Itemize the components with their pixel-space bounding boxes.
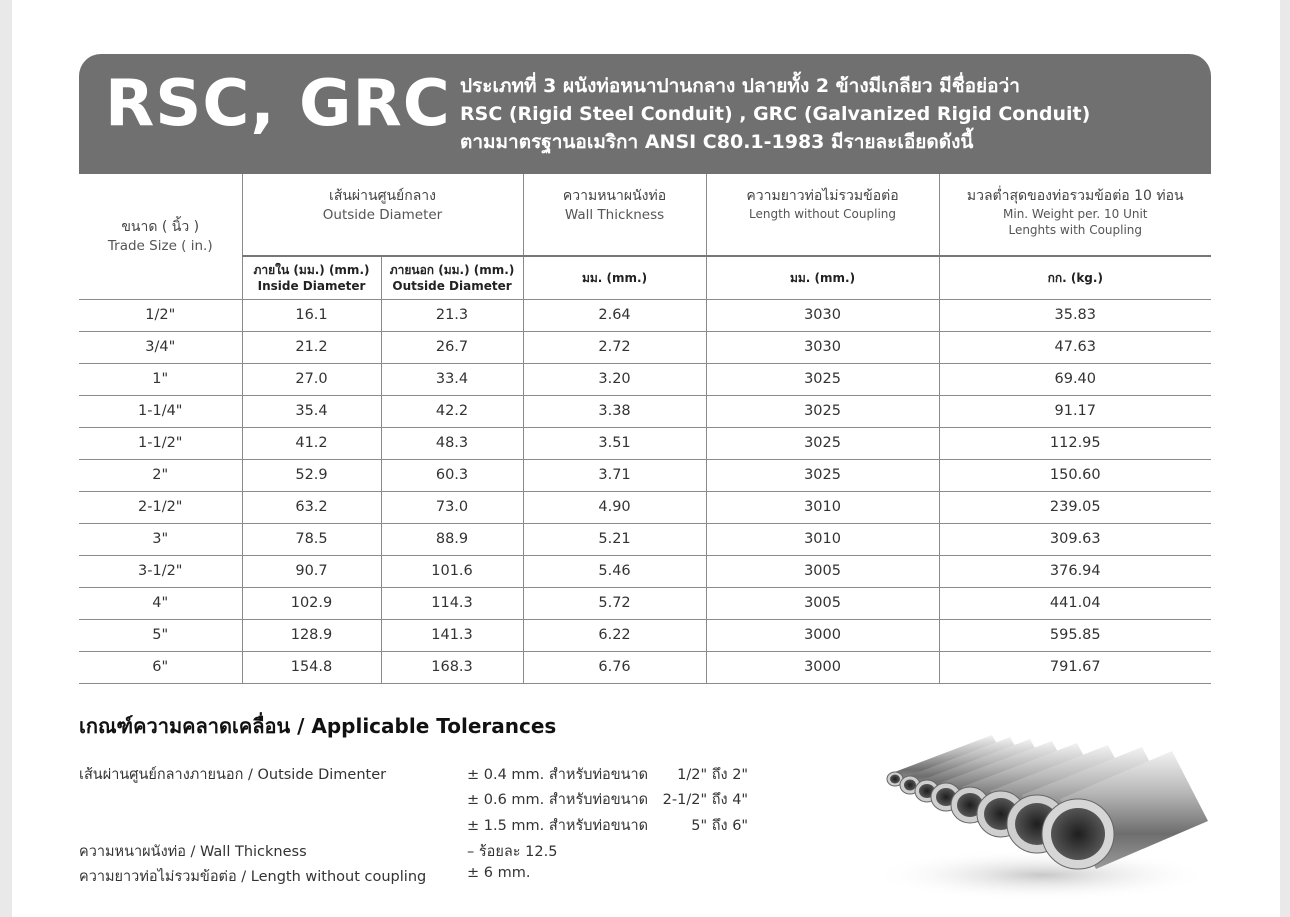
length-cell: 3000: [706, 619, 939, 651]
weight-en-line-2: Lenghts with Coupling: [1008, 223, 1143, 237]
wall-unit: มม. (mm.): [581, 270, 648, 285]
trade-size-header: [79, 174, 242, 299]
trade-size-thai: ขนาด ( นิ้ว ): [121, 219, 200, 236]
outside-diameter-cell: 26.7: [381, 331, 523, 363]
header-line-1: ประเภทที่ 3 ผนังท่อหนาปานกลาง ปลายทั้ง 2 ข้างมีเกลียว มีชื่อย่อว่า: [460, 75, 1020, 97]
length-en: Length without Coupling: [749, 207, 896, 221]
outside-diameter-cell: 114.3: [381, 587, 523, 619]
trade-size-cell: 3": [79, 523, 242, 555]
wall-thickness-header: [523, 174, 706, 256]
length-thai: ความยาวท่อไม่รวมข้อต่อ: [746, 188, 899, 204]
weight-cell: 35.83: [939, 299, 1211, 331]
table-row: [79, 331, 1211, 363]
table-row: [79, 587, 1211, 619]
wall-thickness-cell: 3.20: [523, 363, 706, 395]
trade-size-cell: 6": [79, 651, 242, 683]
table-row: [79, 427, 1211, 459]
table-row: [79, 459, 1211, 491]
trade-size-cell: 2": [79, 459, 242, 491]
length-cell: 3010: [706, 491, 939, 523]
od-tolerance-1: [467, 763, 748, 786]
header-line-3: ตามมาตรฐานอเมริกา ANSI C80.1-1983 มีรายละเอียดดังนี้: [460, 131, 974, 153]
specification-table: [79, 174, 1211, 684]
inside-diameter-cell: 102.9: [242, 587, 381, 619]
length-cell: 3010: [706, 523, 939, 555]
length-tolerance-label: ความยาวท่อไม่รวมข้อต่อ / Length without coupling: [79, 869, 427, 885]
table-row: [79, 619, 1211, 651]
od-tolerance-3: [467, 814, 748, 837]
length-cell: 3025: [706, 459, 939, 491]
trade-size-cell: 1": [79, 363, 242, 395]
outside-diameter-thai: เส้นผ่านศูนย์กลาง: [329, 188, 436, 204]
wall-thickness-cell: 5.72: [523, 587, 706, 619]
table-row: [79, 395, 1211, 427]
wall-thickness-cell: 6.76: [523, 651, 706, 683]
pipes-shadow: [872, 849, 1212, 901]
od-tolerance-2-size: 2-1/2" ถึง 4": [662, 792, 749, 808]
table-row: [79, 491, 1211, 523]
weight-unit-subheader: [939, 256, 1211, 299]
table-row: [79, 555, 1211, 587]
weight-en-line-1: Min. Weight per. 10 Unit: [1003, 207, 1148, 221]
weight-cell: 309.63: [939, 523, 1211, 555]
inside-diameter-thai: ภายใน (มม.) (mm.): [253, 262, 370, 277]
wall-thickness-cell: 3.38: [523, 395, 706, 427]
weight-cell: 376.94: [939, 555, 1211, 587]
length-cell: 3030: [706, 331, 939, 363]
length-cell: 3005: [706, 587, 939, 619]
inside-diameter-cell: 63.2: [242, 491, 381, 523]
length-header: [706, 174, 939, 256]
outside-diameter-cell: 48.3: [381, 427, 523, 459]
od-tolerance-2-value: ± 0.6 mm. สำหรับท่อขนาด: [467, 792, 649, 808]
trade-size-en: Trade Size ( in.): [107, 238, 213, 255]
inside-diameter-cell: 90.7: [242, 555, 381, 587]
inside-diameter-cell: 35.4: [242, 395, 381, 427]
weight-header: [939, 174, 1211, 256]
trade-size-cell: 2-1/2": [79, 491, 242, 523]
length-unit-subheader: [706, 256, 939, 299]
length-cell: 3025: [706, 427, 939, 459]
outer-diameter-thai: ภายนอก (มม.) (mm.): [389, 262, 515, 277]
wall-thickness-cell: 4.90: [523, 491, 706, 523]
outer-diameter-subheader: [381, 256, 523, 299]
trade-size-cell: 3-1/2": [79, 555, 242, 587]
length-cell: 3025: [706, 363, 939, 395]
od-tolerance-3-value: ± 1.5 mm. สำหรับท่อขนาด: [467, 818, 649, 834]
trade-size-cell: 3/4": [79, 331, 242, 363]
trade-size-cell: 5": [79, 619, 242, 651]
outer-diameter-en: Outside Diameter: [392, 278, 512, 293]
table-row: [79, 651, 1211, 683]
outside-diameter-en: Outside Diameter: [322, 207, 443, 223]
outside-diameter-cell: 42.2: [381, 395, 523, 427]
length-unit: มม. (mm.): [789, 270, 856, 285]
inside-diameter-cell: 128.9: [242, 619, 381, 651]
inside-diameter-cell: 41.2: [242, 427, 381, 459]
length-cell: 3005: [706, 555, 939, 587]
inside-diameter-en: Inside Diameter: [257, 278, 366, 293]
inside-diameter-cell: 21.2: [242, 331, 381, 363]
wall-tolerance-value: – ร้อยละ 12.5: [467, 844, 558, 860]
outside-diameter-cell: 60.3: [381, 459, 523, 491]
wall-thickness-thai: ความหนาผนังท่อ: [562, 188, 667, 204]
length-tolerance-value: ± 6 mm.: [467, 865, 531, 881]
outside-diameter-cell: 101.6: [381, 555, 523, 587]
outside-diameter-cell: 21.3: [381, 299, 523, 331]
weight-unit: กก. (kg.): [1047, 270, 1103, 285]
weight-cell: 791.67: [939, 651, 1211, 683]
weight-cell: 441.04: [939, 587, 1211, 619]
wall-unit-subheader: [523, 256, 706, 299]
outside-diameter-cell: 73.0: [381, 491, 523, 523]
inside-diameter-cell: 52.9: [242, 459, 381, 491]
outside-diameter-cell: 168.3: [381, 651, 523, 683]
wall-thickness-cell: 3.71: [523, 459, 706, 491]
outside-diameter-cell: 33.4: [381, 363, 523, 395]
od-tolerance-1-size: 1/2" ถึง 2": [677, 767, 749, 783]
wall-thickness-cell: 5.46: [523, 555, 706, 587]
inside-diameter-subheader: [242, 256, 381, 299]
wall-thickness-cell: 2.64: [523, 299, 706, 331]
length-cell: 3025: [706, 395, 939, 427]
wall-thickness-cell: 5.21: [523, 523, 706, 555]
inside-diameter-cell: 16.1: [242, 299, 381, 331]
spec-sheet: [12, 0, 1280, 917]
od-tolerance-3-size: 5" ถึง 6": [691, 818, 749, 834]
od-tolerance-2: [467, 788, 748, 811]
header-description: [460, 72, 1090, 156]
length-cell: 3030: [706, 299, 939, 331]
wall-tolerance-label: ความหนาผนังท่อ / Wall Thickness: [79, 844, 307, 860]
wall-thickness-cell: 6.22: [523, 619, 706, 651]
header-line-2: RSC (Rigid Steel Conduit) , GRC (Galvanized Rigid Conduit): [460, 103, 1091, 125]
weight-cell: 91.17: [939, 395, 1211, 427]
outside-diameter-header: [242, 174, 523, 256]
length-cell: 3000: [706, 651, 939, 683]
od-tolerance-label: เส้นผ่านศูนย์กลางภายนอก / Outside Dimenter: [79, 767, 387, 783]
wall-thickness-en: Wall Thickness: [564, 207, 665, 223]
trade-size-cell: 1/2": [79, 299, 242, 331]
product-title: RSC, GRC: [105, 67, 451, 141]
trade-size-cell: 1-1/4": [79, 395, 242, 427]
weight-cell: 150.60: [939, 459, 1211, 491]
trade-size-cell: 4": [79, 587, 242, 619]
inside-diameter-cell: 154.8: [242, 651, 381, 683]
inside-diameter-cell: 27.0: [242, 363, 381, 395]
trade-size-cell: 1-1/2": [79, 427, 242, 459]
table-body: [79, 299, 1211, 683]
weight-cell: 239.05: [939, 491, 1211, 523]
outside-diameter-cell: 141.3: [381, 619, 523, 651]
weight-thai: มวลต่ำสุดของท่อรวมข้อต่อ 10 ท่อน: [966, 188, 1184, 204]
tolerances-title: เกณฑ์ความคลาดเคลื่อน / Applicable Tolerances: [79, 714, 557, 738]
weight-cell: 69.40: [939, 363, 1211, 395]
inside-diameter-cell: 78.5: [242, 523, 381, 555]
steel-pipes-image: [872, 725, 1212, 905]
weight-cell: 595.85: [939, 619, 1211, 651]
od-tolerance-1-value: ± 0.4 mm. สำหรับท่อขนาด: [467, 767, 649, 783]
wall-thickness-cell: 2.72: [523, 331, 706, 363]
outside-diameter-cell: 88.9: [381, 523, 523, 555]
table-row: [79, 523, 1211, 555]
weight-cell: 47.63: [939, 331, 1211, 363]
header-banner: [79, 54, 1211, 174]
wall-thickness-cell: 3.51: [523, 427, 706, 459]
table-row: [79, 299, 1211, 331]
table-row: [79, 363, 1211, 395]
weight-cell: 112.95: [939, 427, 1211, 459]
